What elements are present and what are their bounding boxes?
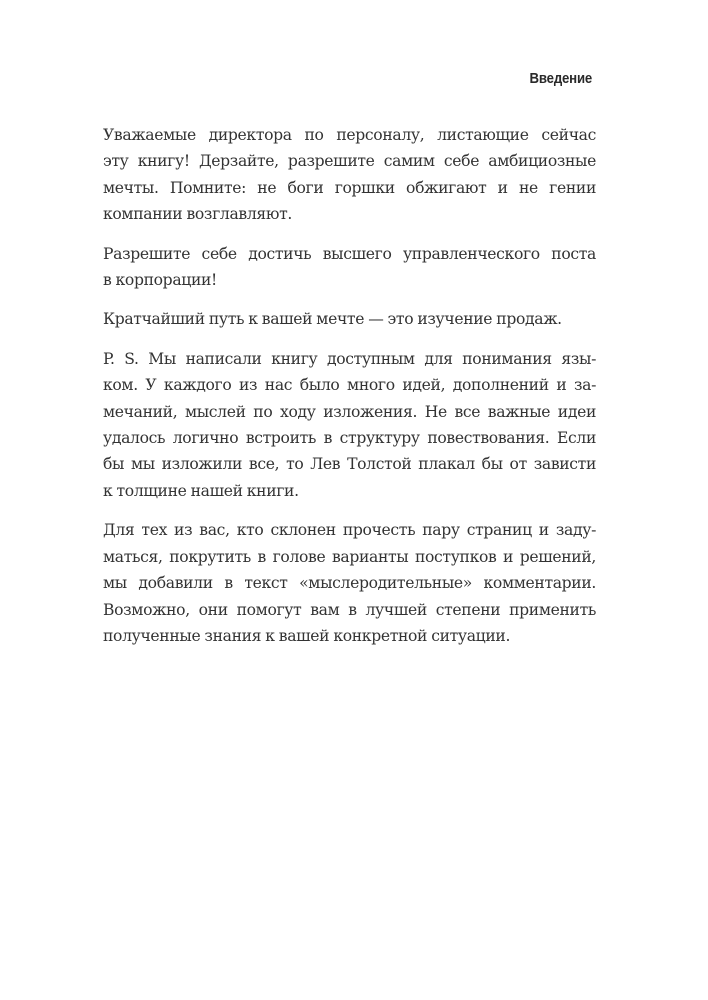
text-line: к толщине нашей книги. bbox=[103, 481, 299, 500]
text-line: мы добавили в текст «мыслеродительные» комментарии. bbox=[103, 574, 596, 593]
running-head-title: Введение bbox=[529, 70, 592, 87]
text-line: Уважаемые директора по персоналу, листающие сейчас bbox=[103, 126, 596, 144]
paragraph-permission bbox=[103, 241, 596, 294]
text-line: P. S. Мы написали книгу доступным для понимания язы- bbox=[103, 349, 596, 368]
paragraph-shortest-path bbox=[103, 306, 596, 332]
paragraph-address bbox=[103, 122, 596, 228]
text-line: компании возглавляют. bbox=[103, 205, 292, 224]
text-line: бы мы изложили все, то Лев Толстой плакал бы от зависти bbox=[103, 455, 596, 474]
text-line: эту книгу! Дерзайте, разрешите самим себе амбициозные bbox=[103, 152, 596, 171]
text-line: удалось логично встроить в структуру повествования. Если bbox=[103, 429, 596, 448]
text-line: полученные знания к вашей конкретной ситуации. bbox=[103, 626, 511, 645]
text-line: в корпорации! bbox=[103, 271, 217, 290]
text-line: маться, покрутить в голове варианты поступков и решений, bbox=[103, 547, 596, 566]
text-line: мечты. Помните: не боги горшки обжигают и не гении bbox=[103, 178, 596, 197]
text-line: мечаний, мыслей по ходу изложения. Не все важные идеи bbox=[103, 402, 596, 421]
text-line: Кратчайший путь к вашей мечте — это изучение продаж. bbox=[103, 310, 562, 329]
text-line: Для тех из вас, кто склонен прочесть пару страниц и заду- bbox=[103, 521, 596, 540]
text-line: Разрешите себе достичь высшего управленческого поста bbox=[103, 244, 596, 263]
paragraph-postscript bbox=[103, 346, 596, 504]
body-text bbox=[103, 122, 596, 662]
paragraph-comments bbox=[103, 517, 596, 649]
text-line: Возможно, они помогут вам в лучшей степени применить bbox=[103, 600, 596, 619]
text-line: ком. У каждого из нас было много идей, дополнений и за- bbox=[103, 376, 596, 395]
